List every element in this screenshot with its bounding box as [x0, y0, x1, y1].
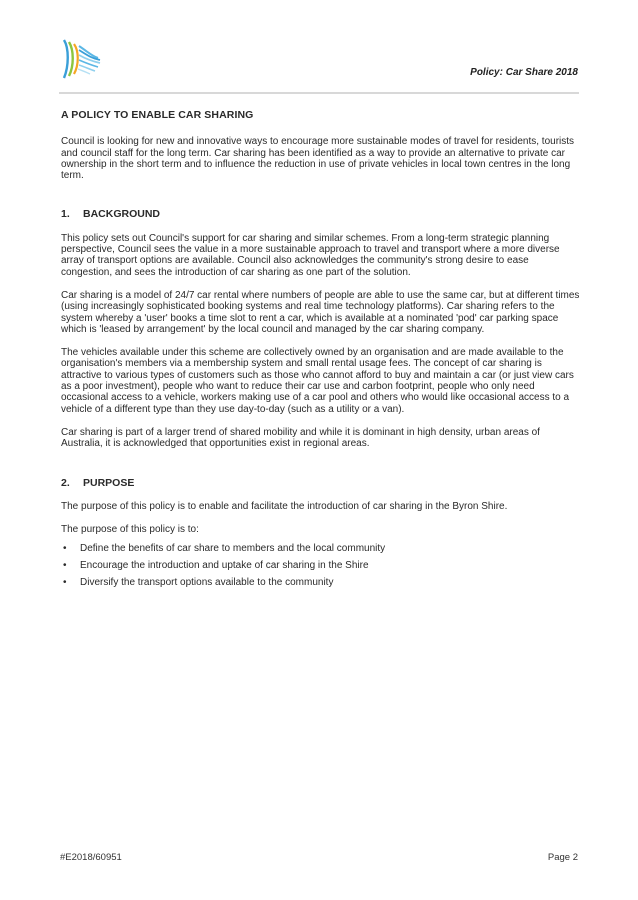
byron-shire-logo-icon [58, 38, 104, 80]
document-body [61, 110, 581, 594]
background-paragraph: The vehicles available under this scheme are collectively owned by an organisation and are made available to the organisation's members via a membership system and small rental usage fees. The concept of car sharing is attractive to various types of customers such as those who cannot afford to buy and maintain a car (or just view cars as a poor investment), people who want to reduce their car use and carbon footprint, people who only need occasional access to a vehicle, workers making use of a car pool and others who would like occasional access to a vehicle of a different type than they use day-to-day (such as a utility or a van). [61, 347, 574, 415]
section-number: 2. [61, 476, 70, 489]
list-item-text: Encourage the introduction and uptake of car sharing in the Shire [80, 560, 369, 572]
purpose-paragraph: The purpose of this policy is to: [61, 524, 199, 536]
intro-paragraph: Council is looking for new and innovative ways to encourage more sustainable modes of travel for residents, tourists and council staff for the long term. Car sharing has been identified as a way to provide an alternative to private car ownership in the short term and to influence the reduction in use of private vehicles in local town centres in the long term. [61, 136, 575, 182]
section-title: PURPOSE [83, 476, 135, 489]
list-item-text: Define the benefits of car share to members and the local community [80, 543, 386, 555]
purpose-bullet-list [61, 543, 581, 588]
list-item [61, 543, 581, 554]
document-reference: #E2018/60951 [60, 852, 122, 863]
header-title: Policy: Car Share 2018 [470, 67, 578, 78]
section-heading-background [61, 209, 581, 220]
bullet-icon: • [63, 560, 67, 572]
section-title: BACKGROUND [83, 208, 160, 221]
background-paragraph: This policy sets out Council's support for car sharing and similar schemes. From a long-term strategic planning perspective, Council sees the value in a more sustainable approach to travel and transport where a more diverse array of transport options are available. Council also acknowledges the community's strong desire to ease congestion, and sees the introduction of car sharing as one part of the solution. [61, 232, 560, 278]
bullet-icon: • [63, 543, 67, 555]
list-item [61, 577, 581, 588]
background-paragraph: Car sharing is part of a larger trend of shared mobility and while it is dominant in high density, urban areas of Australia, it is acknowledged that opportunities exist in regional areas. [61, 426, 540, 450]
background-paragraph: Car sharing is a model of 24/7 car rental where numbers of people are able to use the same car, but at different times (using increasingly sophisticated booking systems and real time technology platforms). Car sharing refers to the system whereby a 'user' books a time slot to rent a car, which is available at a nominated 'pod' car parking space which is 'leased by arrangement' by the local council and managed by the car sharing company. [61, 289, 580, 335]
list-item [61, 560, 581, 571]
section-number: 1. [61, 208, 70, 221]
section-heading-purpose [61, 478, 581, 489]
page-title: A POLICY TO ENABLE CAR SHARING [61, 109, 254, 121]
bullet-icon: • [63, 577, 67, 589]
purpose-paragraph: The purpose of this policy is to enable and facilitate the introduction of car sharing in the Byron Shire. [61, 500, 508, 512]
list-item-text: Diversify the transport options available to the community [80, 577, 334, 589]
page-number: Page 2 [547, 852, 578, 863]
header-divider [59, 92, 579, 94]
